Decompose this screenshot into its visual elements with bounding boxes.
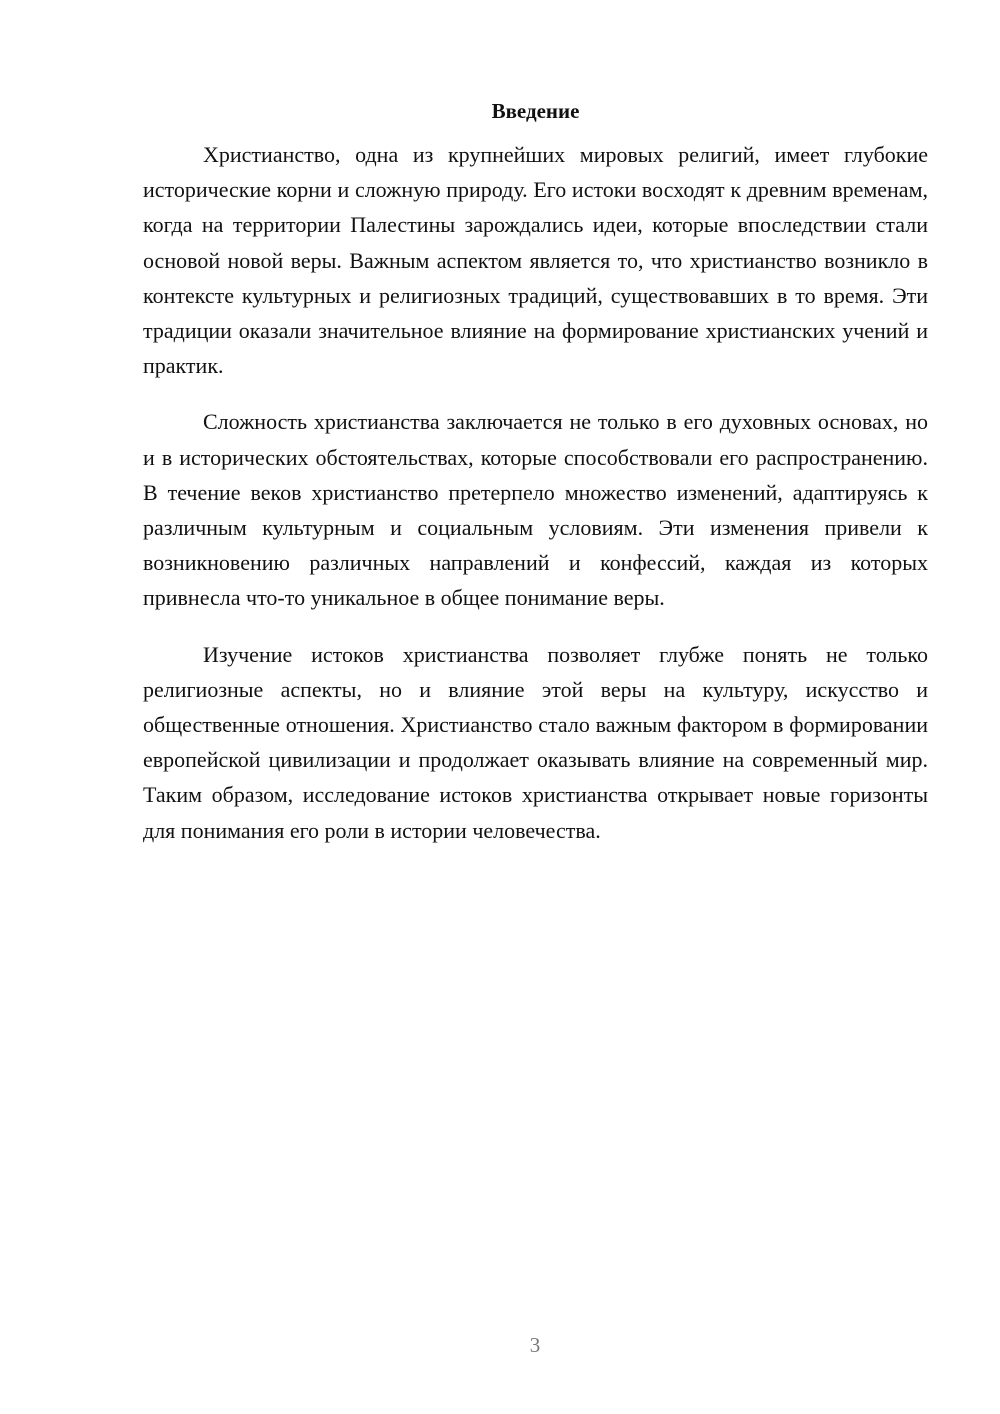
paragraph-3: Изучение истоков христианства позволяет глубже понять не только религиозные аспекты, но и влияние этой веры на культуру, искусство и общественные отношения. Христианство стало важным фактором в формировании европейской цивилизации и продолжает оказывать влияние на современный мир. Таким образом, исследование истоков христианства открывает новые горизонты для понимания его роли в истории человечества. [143, 641, 928, 843]
page-number: 3 [529, 1333, 541, 1357]
paragraph-1: Христианство, одна из крупнейших мировых религий, имеет глубокие исторические корни и сложную природу. Его истоки восходят к древним временам, когда на территории Палестины зарождались идеи, которые впоследствии стали основой новой веры. Важным аспектом является то, что христианство возникло в контексте культурных и религиозных традиций, существовавших в то время. Эти традиции оказали значительное влияние на формирование христианских учений и практик. [143, 142, 928, 379]
paragraph-2: Сложность христианства заключается не только в его духовных основах, но и в исторических обстоятельствах, которые способствовали его распространению. В течение веков христианство претерпело множество изменений, адаптируясь к различным культурным и социальным условиям. Эти изменения привели к возникновению различных направлений и конфессий, каждая из которых привнесла что-то уникальное в общее понимание веры. [143, 409, 928, 611]
section-title: Введение [491, 99, 580, 123]
page-content [143, 94, 928, 869]
